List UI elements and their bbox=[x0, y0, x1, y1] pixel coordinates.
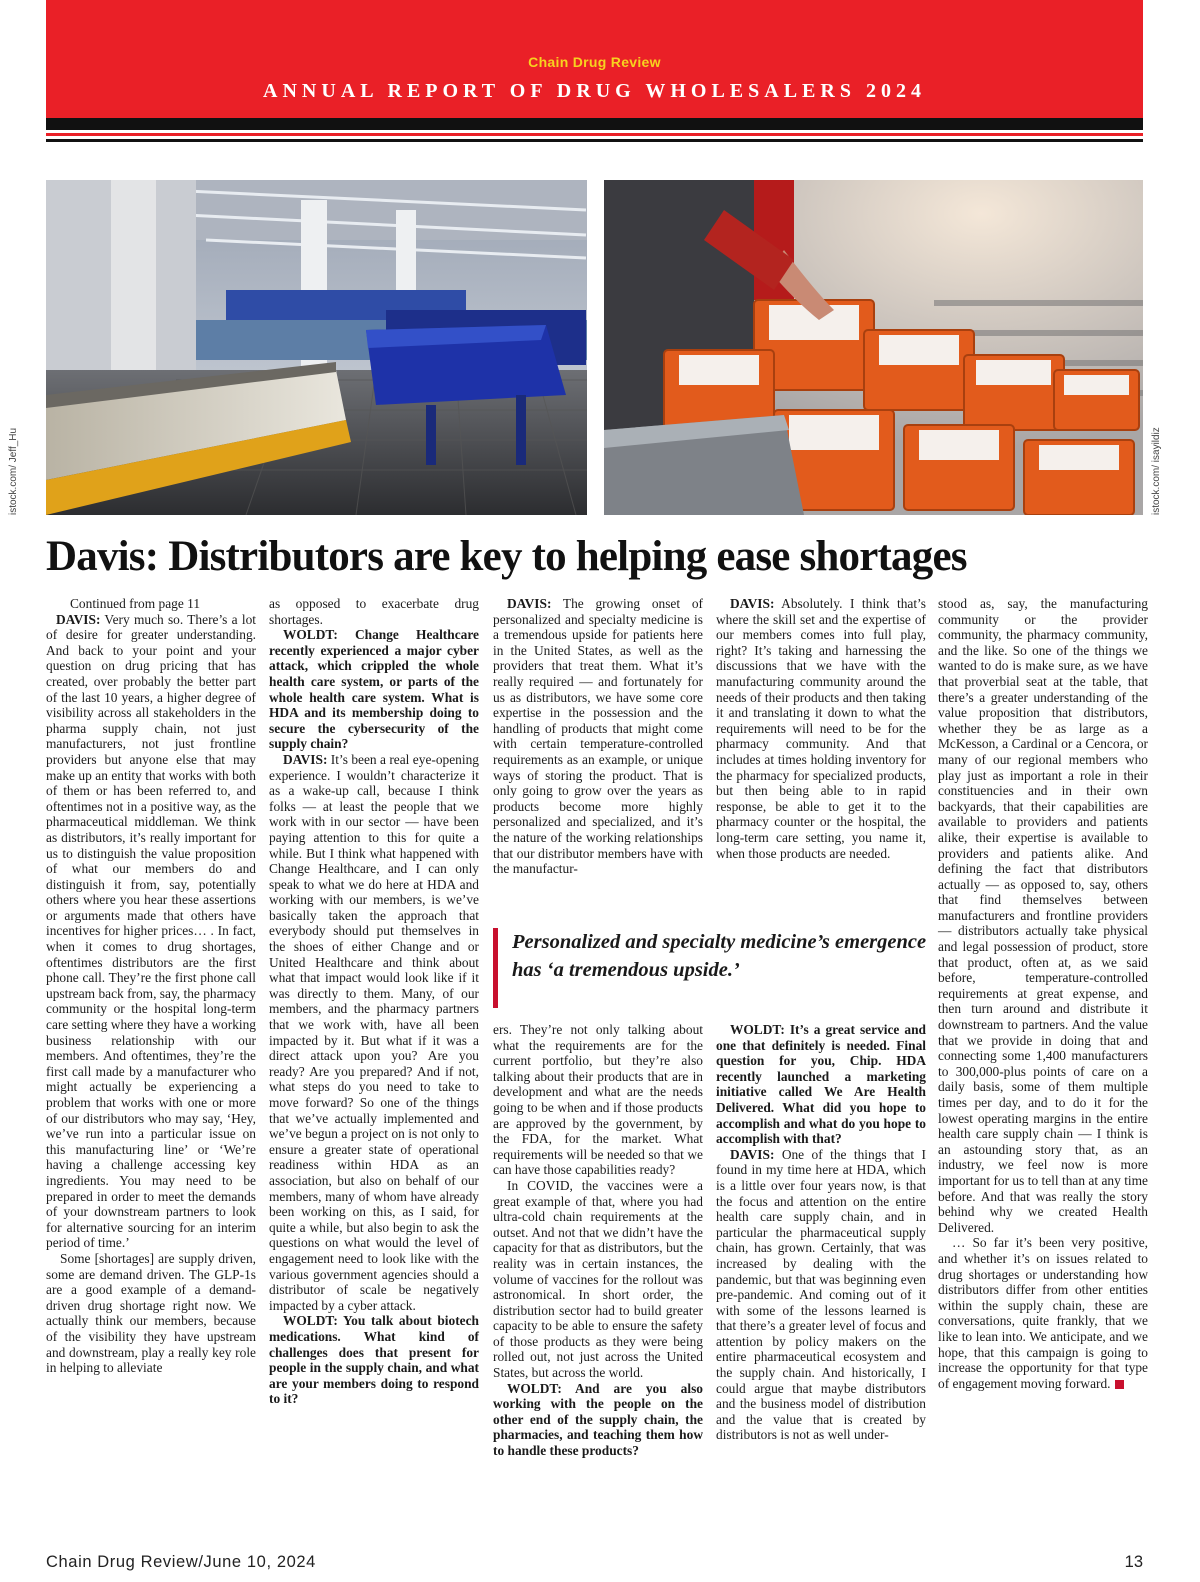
end-of-article-icon bbox=[1115, 1380, 1124, 1389]
paragraph bbox=[493, 596, 703, 877]
publication-name: Chain Drug Review bbox=[528, 54, 661, 70]
paragraph bbox=[269, 752, 479, 1313]
paragraph bbox=[938, 1235, 1148, 1391]
header-rule-red bbox=[46, 133, 1143, 136]
report-title: ANNUAL REPORT OF DRUG WHOLESALERS 2024 bbox=[263, 80, 926, 102]
paragraph: ers. They’re not only talking about what the requirements are for the current portfolio, but they’re also talking about their products that are in development and what are the needs going to be when and if those products are approved by the government, by the FDA, for the market. What requirements will be needed so that we can have those capabilities ready? bbox=[493, 1022, 703, 1178]
article-column-4-top bbox=[716, 596, 926, 861]
page-number: 13 bbox=[1124, 1553, 1143, 1571]
interviewer-question: WOLDT: You talk about biotech medications. What kind of challenges does that present for people in the supply chain, and what are your members doing to respond to it? bbox=[269, 1313, 479, 1407]
paragraph bbox=[716, 596, 926, 861]
paragraph bbox=[46, 612, 256, 1251]
pharmacy-totes-photo bbox=[604, 180, 1143, 515]
article-column-3-bottom bbox=[493, 1022, 703, 1459]
photo-credit-left: istock.com/ Jeff_Hu bbox=[8, 427, 19, 515]
article-column-2 bbox=[269, 596, 479, 1407]
speaker-label: DAVIS: bbox=[56, 611, 101, 627]
footer-publication-date: Chain Drug Review/June 10, 2024 bbox=[46, 1553, 316, 1571]
warehouse-conveyor-photo bbox=[46, 180, 587, 515]
article-column-5 bbox=[938, 596, 1148, 1391]
paragraph: as opposed to exacerbate drug shortages. bbox=[269, 596, 479, 627]
article-headline: Davis: Distributors are key to helping ease shortages bbox=[46, 533, 967, 580]
speaker-label: DAVIS: bbox=[730, 596, 775, 611]
header-rule-thick bbox=[46, 118, 1143, 130]
article-column-1 bbox=[46, 596, 256, 1376]
paragraph: stood as, say, the manufacturing community or the provider community, the pharmacy community, and the like. So one of the things we wanted to do is make sure, as we have that proverbial seat at the table, that there’s a greater understanding of the value proposition that distributors, whether they be as large as a McKesson, a Cardinal or a Cencora, or many of our regional members who play just as important a role in their constituencies and in their own backyards, that their capabilities are available to providers and patients alike, their expertise is available to providers and patients alike. And defining the fact that distributors actually — as opposed to, say, others that find themselves between manufacturers and frontline providers — distributors actually take physical and legal possession of product, store that product, often at, as we said before, temperature-controlled requirements at great expense, and then turn around and distribute it downstream to partners. And the value that we provide in doing that and connecting some 1,400 manufacturers to 300,000-plus points of care on a daily basis, some of them multiple times per day, and to do it for the lowest operating margins in the entire health care supply chain — I think is an astounding story that, as an industry, we feel now is more important for us to tell than at any time before. And that was really the story behind why we created Health Delivered. bbox=[938, 596, 1148, 1235]
continued-note: Continued from page 11 bbox=[70, 596, 201, 611]
speaker-label: DAVIS: bbox=[730, 1146, 775, 1162]
article-column-4-bottom bbox=[716, 1022, 926, 1443]
interviewer-question: WOLDT: And are you also working with the people on the other end of the supply chain, the pharmacies, and teaching them how to handle these products? bbox=[493, 1380, 703, 1459]
report-banner bbox=[46, 0, 1143, 118]
paragraph-text: One of the things that I found in my time here at HDA, which is a little over four years now, is that the focus and attention on the entire health care supply chain, and in particular the pharmaceutical supply chain, has grown. Certainly, that was increased by dealing with the pandemic, but that was beginning even pre-pandemic. And coming out of it with some of the lessons learned is that there’s a greater level of focus and attention by policy makers on the entire pharmaceutical ecosystem and the supply chain. And historically, I could argue that maybe distributors and the business model of distribution and the value that is created by distributors is not as well under- bbox=[716, 1146, 926, 1443]
header-rule-thin bbox=[46, 139, 1143, 142]
paragraph: Some [shortages] are supply driven, some are demand driven. The GLP-1s are a good example of a demand-driven drug shortage right now. We actually think our members, because of the visibility they have upstream and downstream, play a really key role in helping to alleviate bbox=[46, 1250, 256, 1376]
speaker-label: DAVIS: bbox=[507, 596, 552, 611]
article-column-3-top bbox=[493, 596, 703, 877]
paragraph-text: It’s been a real eye-opening experience. I wouldn’t characterize it as a wake-up call, because I think folks — at least the people that we work with in our sector — have been paying attention to this for quite a while. But I think what happened with Change Healthcare, and I can only speak to what we do here at HDA and working with our members, is we’ve basically taken the approach that everybody should put themselves in the shoes of either Change and or United Healthcare and think about what that impact would look like if it was directly to them. Many, of our members, and the pharmacy partners that we work with, have all been impacted by it. But what if it was a direct attack upon you? Are you ready? Are you prepared? And if not, what steps do you need to take to move forward? So one of the things that we’ve actually implemented and we’ve begun a project on is not only to ensure a greater state of operational readiness within HDA as an association, but also on behalf of our members, many of whom have already been working on this, as I said, for quite a while, but also begin to ask the questions on what would the level of engagement need to look like with the various government agencies should a distributor of scale be negatively impacted by a cyber attack. bbox=[269, 751, 479, 1313]
paragraph bbox=[716, 1147, 926, 1443]
interviewer-question: WOLDT: It’s a great service and one that definitely is needed. Final question for you, Chip. HDA recently launched a marketing initiative called We Are Health Delivered. What did you hope to accomplish and what do you hope to accomplish with that? bbox=[716, 1022, 926, 1147]
paragraph-text: The growing onset of personalized and specialty medicine is a tremendous upside for patients here in the United States, as well as the providers that treat them. What it’s really required — and fortunately for us as distributors, we have some core expertise in the possession and the handling of products that might come with certain temperature-controlled requirements as an example, or unique ways of storing the product. That is only going to grow over the years as products become more highly personalized and specialized, and it’s the nature of the working relationships that our distributor members have with the manufactur- bbox=[493, 596, 703, 877]
paragraph-text: … So far it’s been very positive, and whether it’s on issues related to drug shortages or understanding how distributors differ from other entities within the supply chain, these are conversations, quite frankly, that we like to lean into. We anticipate, and we hope, that this campaign is going to increase the opportunity for that type of engagement moving forward. bbox=[938, 1235, 1148, 1391]
paragraph-text: Very much so. There’s a lot of desire for greater understanding. And back to your point and your question on drug pricing that has created, over probably the better part of the last 10 years, a higher degree of visibility across all stakeholders in the pharma supply chain, not just manufacturers, not just frontline providers but anyone else that may make up an entity that works with both of them or has been referred to, and oftentimes not in a positive way, as the pharmaceutical middleman. We think as distributors, it’s really important for us to distinguish the value proposition of what our members do and distinguish it from, say, potentially others where you hear these assertions or arguments made that others have incentives for higher prices… . In fact, when it comes to drug shortages, oftentimes distributors are the first phone call. They’re the first phone call upstream back from, say, the pharmacy community or the hospital long-term care setting where they have a working business relationship with our members. And oftentimes, they’re the first call made by a manufacturer who might actually be experiencing a problem that works with one or more of our distributors who may say, ‘Hey, we’ve run into a particular issue on this manufacturing line’ or ‘We’re having a challenge accessing key ingredients. You may need to be prepared in order to meet the demands of your downstream partners to look for alternative sourcing for an interim period of time.’ bbox=[46, 611, 256, 1251]
interviewer-question: WOLDT: Change Healthcare recently experienced a major cyber attack, which crippled the whole health care system, or parts of the whole health care system. What is HDA and its membership doing to secure the cybersecurity of the supply chain? bbox=[269, 627, 479, 752]
paragraph-text: Absolutely. I think that’s where the skill set and the expertise of our members comes into full play, right? It’s taking and harnessing the discussions that we have with the manufacturing community around the needs of their products and then taking it and translating it down to what the requirements will need to be for the pharmacy community. And that includes at times holding inventory for the pharmacy for specialized products, but then being able to in rapid response, be able to get it to the pharmacy counter or the hospital, the long-term care setting, you name it, when those products are needed. bbox=[716, 596, 926, 861]
pull-quote: Personalized and specialty medicine’s emergence has ‘a tremendous upside.’ bbox=[493, 928, 933, 1008]
paragraph: In COVID, the vaccines were a great example of that, where you had ultra-cold chain requirements at the outset. And not that we didn’t have the capacity for that as distributors, but the reality was in certain instances, the volume of vaccines for the rollout was astronomical. In short order, the distribution sector had to build greater capacity to be able to ensure the safety of those products as they were being rolled out, not just across the United States, but across the world. bbox=[493, 1177, 703, 1381]
speaker-label: DAVIS: bbox=[283, 751, 328, 767]
photo-credit-right: istock.com/ isayildiz bbox=[1151, 427, 1162, 515]
